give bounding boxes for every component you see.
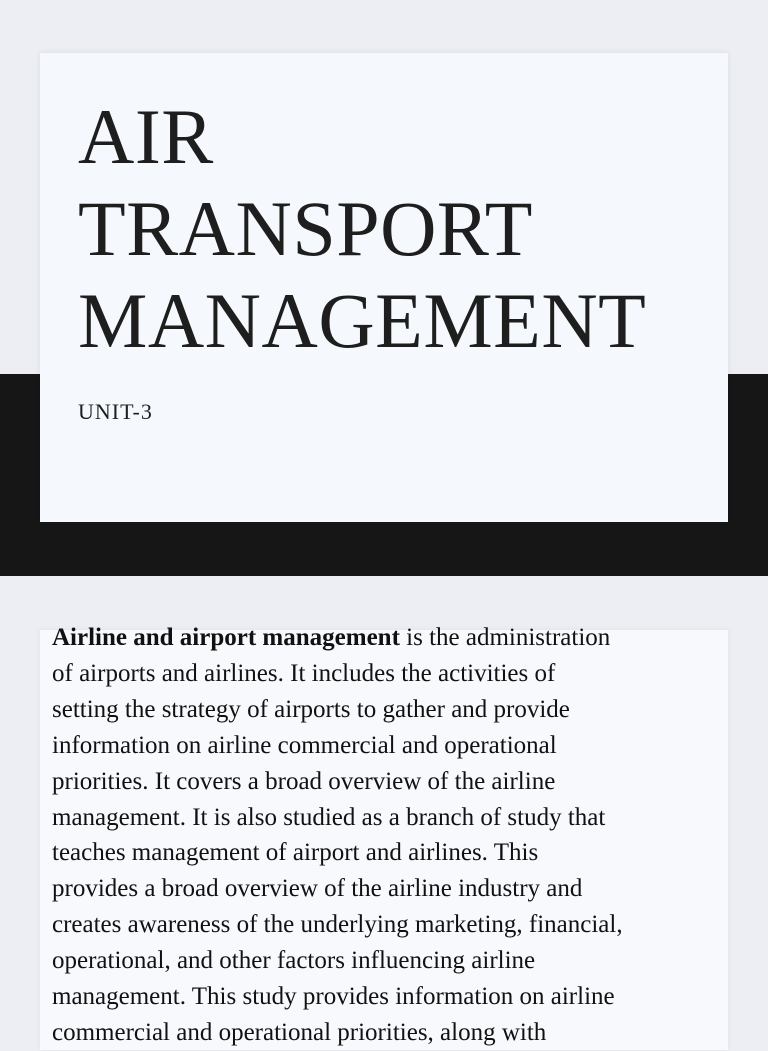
body-line: creates awareness of the underlying marketing, financial,	[52, 911, 623, 939]
body-line: provides a broad overview of the airline industry and	[52, 875, 583, 903]
body-line-1	[52, 620, 742, 656]
body-line-1-rest: is the administration	[399, 624, 611, 651]
slide-title-line-1: AIR	[78, 93, 214, 180]
body-line: operational, and other factors influencing airline	[52, 947, 536, 975]
body-line: of airports and airlines. It includes the activities of	[52, 659, 556, 687]
slide-subtitle: UNIT-3	[78, 399, 153, 424]
body-lead-bold: Airline and airport management	[52, 624, 400, 651]
body-line: management. It is also studied as a branch of study that	[52, 803, 606, 831]
slide-title	[78, 91, 646, 367]
slide-title-line-2: TRANSPORT	[78, 185, 533, 272]
body-line: teaches management of airport and airlines. This	[52, 839, 539, 867]
body-line: information on airline commercial and operational	[52, 731, 557, 759]
slide-title-line-3: MANAGEMENT	[78, 277, 647, 364]
title-slide-card	[40, 53, 728, 522]
document-body-text	[52, 620, 742, 1051]
body-line: commercial and operational priorities, along with	[52, 1018, 547, 1046]
body-line: management. This study provides information on airline	[52, 983, 615, 1011]
body-line: setting the strategy of airports to gather and provide	[52, 695, 570, 723]
body-line: priorities. It covers a broad overview of the airline	[52, 767, 556, 795]
